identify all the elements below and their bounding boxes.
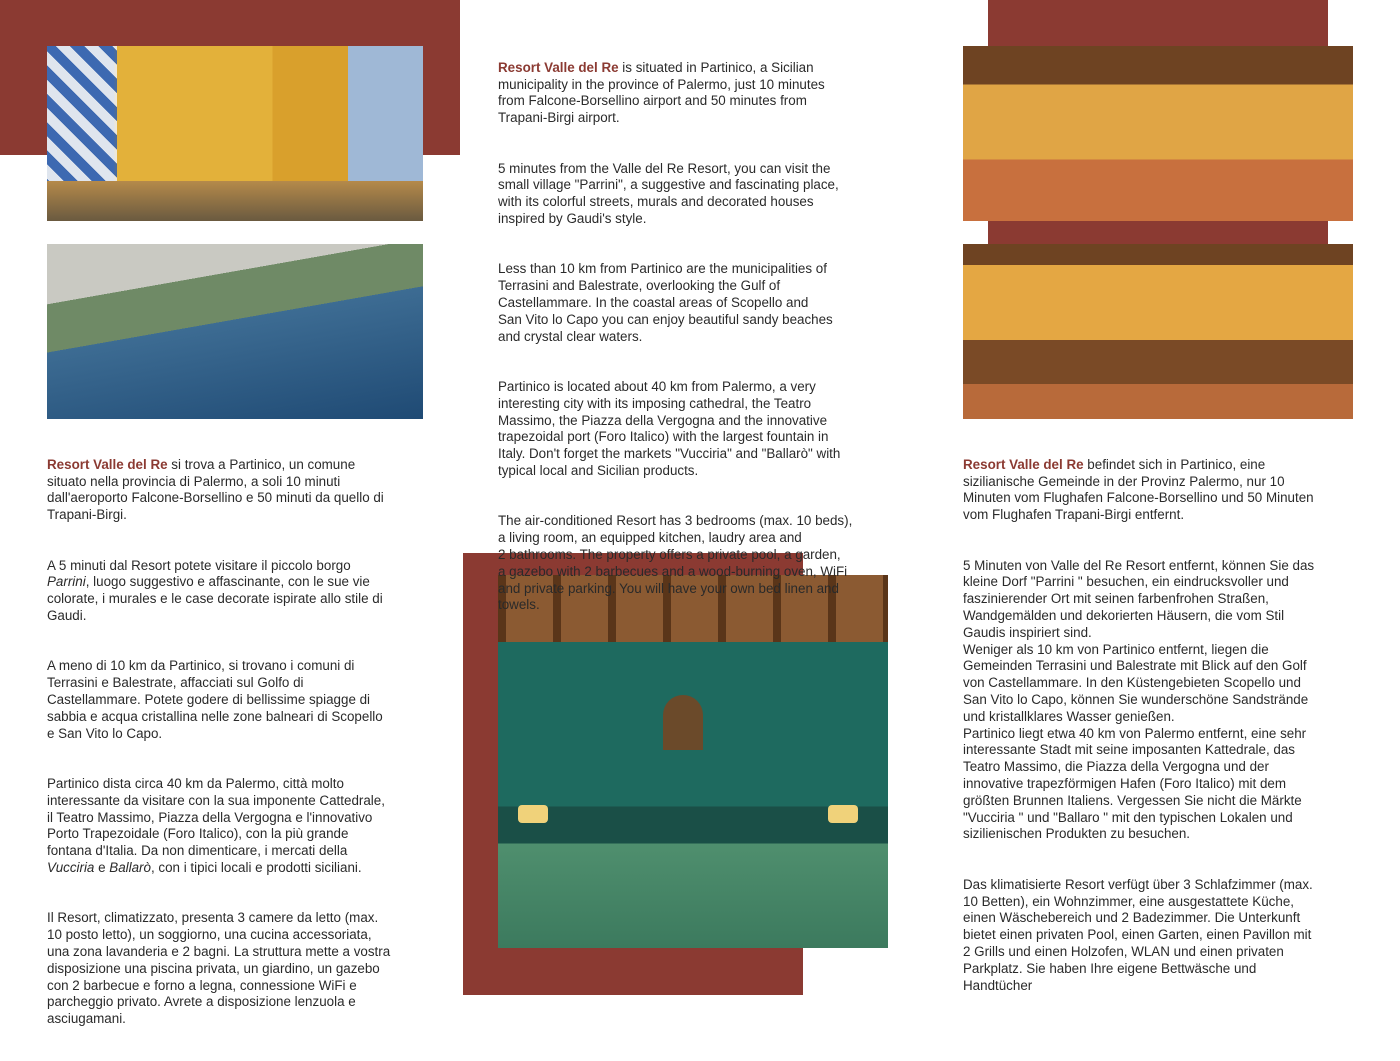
text-italic: Ballarò [109, 859, 151, 875]
brand-name: Resort Valle del Re [47, 456, 168, 472]
text-italic: Parrini [47, 574, 86, 590]
brand-name: Resort Valle del Re [963, 456, 1084, 472]
text: si trova a Partinico, un comune situato nella provincia di Palermo, a soli 10 minuti dall'aeroporto Falcone-Borsellino e 50 minuti da quello di Trapani-Birgi. [47, 456, 384, 523]
german-paragraph-surroundings: 5 Minuten von Valle del Re Resort entfernt, können Sie das kleine Dorf "Parrini " besuchen, ein eindrucksvoller und faszinierender Ort mit seinen farbenfrohen Straßen, Wandgemälden und dekorierten Häusern, die vom Stil Gaudis inspiriert sind. Weniger als 10 km von Partinico entfernt, liegen die Gemeinden Terrasini und Balestrate mit Blick auf den Golf von Castellammare. In den Küstengebieten Scopello und San Vito lo Capo, können Sie wunderschöne Sandstrände und kristallklares Wasser genießen. Partinico liegt etwa 40 km von Palermo entfernt, eine sehr interessante Stadt mit seine imposanten Kattedrale, das Teatro Massimo, die Piazza della Vergogna und der innovative trapezförmigen Hafen (Foro Italico) mit dem größten Brunnen Italiens. Vergessen Sie nicht die Märkte "Vucciria " und "Ballaro " mit den typischen Lokalen und sizilienischen Produkten zu besuchen. [963, 557, 1315, 842]
photo-parrini-village [47, 46, 423, 221]
english-paragraph-parrini: 5 minutes from the Valle del Re Resort, you can visit the small village "Parrini", a suggestive and fascinating place, with its colorful streets, murals and decorated houses inspired by Gaudi's style. [498, 160, 839, 226]
italian-paragraph-beaches: A meno di 10 km da Partinico, si trovano i comuni di Terrasini e Balestrate, affacciati sul Golfo di Castellammare. Potete godere di bellissime spiagge di sabbia e acqua cristallina nelle zone balneari di Scopello e San Vito lo Capo. [47, 658, 383, 741]
italian-paragraph-amenities: Il Resort, climatizzato, presenta 3 camere da letto (max. 10 posto letto), un soggiorno, una cucina accessoriata, una zona lavanderia e 2 bagni. La struttura mette a vostra disposizione una piscina privata, un giardino, un gazebo con 2 barbecue e forno a legna, connessione WiFi e parcheggio privato. Avrete a disposizione lenzuola e asciugamani. [47, 910, 391, 1027]
accent-band-top-right [988, 0, 1328, 46]
german-paragraph-intro [963, 457, 1358, 524]
english-text-column [498, 43, 893, 648]
english-paragraph-intro [498, 60, 893, 127]
text: is situated in Partinico, a Sicilian municipality in the province of Palermo, just 10 minutes from Falcone-Borsellino airport and 50 minutes from Trapani-Birgi airport. [498, 59, 825, 126]
text: , con i tipici locali e prodotti siciliani. [150, 859, 362, 875]
german-paragraph-amenities: Das klimatisierte Resort verfügt über 3 Schlafzimmer (max. 10 Betten), ein Wohnzimmer, eine ausgestattete Küche, einen Wäschebereich und 2 Badezimmer. Die Unterkunft bietet einen privaten Pool, einen Garten, einen Pavillon mit 2 Grills und einen Holzofen, WLAN und einen privaten Parkplatz. Sie haben Ihre eigene Bettwäsche und Handtücher [963, 876, 1313, 993]
photo-kitchen [963, 244, 1353, 419]
accent-band-right-middle [988, 221, 1328, 244]
text: Partinico dista circa 40 km da Palermo, città molto interessante da visitare con la sua imponente Cattedrale, il Teatro Massimo, Piazza della Vergogna e l'innovativo Porto Trapezoidale (Foro Italico), con la più grande fontana d'Italia. Da non dimenticare, i mercati della [47, 775, 385, 859]
italian-paragraph-palermo [47, 776, 427, 877]
text: e [94, 859, 110, 875]
text-italic: Vucciria [47, 859, 95, 875]
german-text-column [963, 440, 1358, 1028]
photo-dining-room [963, 46, 1353, 221]
brand-name: Resort Valle del Re [498, 59, 619, 75]
text: A 5 minuti dal Resort potete visitare il piccolo borgo [47, 557, 351, 573]
english-paragraph-beaches: Less than 10 km from Partinico are the municipalities of Terrasini and Balestrate, overlooking the Gulf of Castellammare. In the coastal areas of Scopello and San Vito lo Capo you can enjoy beautiful sandy beaches and crystal clear waters. [498, 261, 833, 344]
italian-text-column [47, 440, 427, 1061]
italian-paragraph-intro [47, 457, 427, 524]
text: befindet sich in Partinico, eine sizilianische Gemeinde in der Provinz Palermo, nur 10 Minuten vom Flughafen Falcone-Borsellino und 50 Minuten vom Flughafen Trapani-Birgi entfernt. [963, 456, 1314, 523]
english-paragraph-palermo: Partinico is located about 40 km from Palermo, a very interesting city with its imposing cathedral, the Teatro Massimo, the Piazza della Vergogna and the innovative trapezoidal port (Foro Italico) with the largest fountain in Italy. Don't forget the markets "Vucciria" and "Ballarò" with typical local and Sicilian products. [498, 378, 841, 478]
italian-paragraph-parrini [47, 558, 427, 625]
photo-palermo-port [47, 244, 423, 419]
english-paragraph-amenities: The air-conditioned Resort has 3 bedrooms (max. 10 beds), a living room, an equipped kitchen, laudry area and 2 bathrooms. The property offers a private pool, a garden, a gazebo with 2 barbecues and a wood-burning oven, WiFi and private parking. You will have your own bed linen and towels. [498, 513, 853, 613]
text: , luogo suggestivo e affascinante, con le sue vie colorate, i murales e le case decorate ispirate allo stile di Gaudi. [47, 574, 383, 623]
